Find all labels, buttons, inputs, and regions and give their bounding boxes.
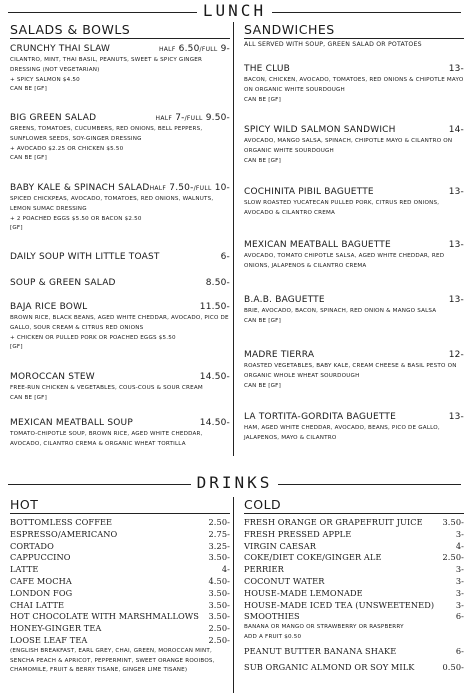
drink-row: HOUSE-MADE ICED TEA (UNSWEETENED) 3-: [244, 599, 464, 610]
menu-item-soup-green-salad: [10, 278, 230, 289]
column-divider: [233, 22, 234, 456]
item-description: SPICED CHICKPEAS, AVOCADO, TOMATOES, RED ONIONS, WALNUTS, LEMON SUMAC DRESSING: [10, 196, 214, 212]
item-diet-tag: [GF]: [10, 344, 23, 351]
item-description: BROWN RICE, BLACK BEANS, AGED WHITE CHEDDAR, AVOCADO, PICO DE GALLO, SOUR CREAM & CITRUS RED ONIONS: [10, 315, 229, 331]
item-description: FREE-RUN CHICKEN & VEGETABLES, COUS-COUS & SOUR CREAM: [10, 385, 203, 391]
drink-row: HONEY-GINGER TEA 2.50-: [10, 623, 230, 634]
menu-item-la-tortita-gordita: [244, 412, 464, 444]
menu-item-mexican-meatball-soup: [10, 418, 230, 450]
item-name: CRUNCHY THAI SLAW: [10, 44, 111, 54]
drink-row: COCONUT WATER 3-: [244, 575, 464, 586]
cold-drinks-section: [244, 497, 464, 673]
menu-item-madre-tierra: [244, 350, 464, 391]
menu-item-crunchy-thai-slaw: [10, 44, 230, 95]
item-name: MADRE TIERRA: [244, 350, 315, 360]
cold-heading: COLD: [244, 497, 464, 514]
menu-item-spicy-wild-salmon: [244, 125, 464, 166]
item-addon: + CHICKEN OR PULLED PORK OR POACHED EGGS $5.50: [10, 334, 176, 341]
drink-row: CAPPUCCINO 3.50-: [10, 552, 230, 563]
item-name: SOUP & GREEN SALAD: [10, 278, 116, 288]
sandwiches-heading: SANDWICHES: [244, 22, 464, 39]
sandwiches-note: ALL SERVED WITH SOUP, GREEN SALAD OR POTATOES: [244, 41, 422, 48]
drink-row: COKE/DIET COKE/GINGER ALE 2.50-: [244, 552, 464, 563]
drink-row: LATTE 4-: [10, 564, 230, 575]
menu-item-daily-soup: [10, 252, 230, 263]
drink-row: BOTTOMLESS COFFEE 2.50-: [10, 517, 230, 527]
drink-row: SUB ORGANIC ALMOND OR SOY MILK 0.50-: [244, 661, 464, 672]
item-name: MEXICAN MEATBALL BAGUETTE: [244, 240, 391, 250]
item-addon: + 2 POACHED EGGS $5.50 OR BACON $2.50: [10, 215, 142, 222]
item-diet-tag: CAN BE [GF]: [244, 157, 281, 164]
drink-row: HOUSE-MADE LEMONADE 3-: [244, 587, 464, 598]
menu-item-moroccan-stew: [10, 372, 230, 404]
item-price: 12-: [448, 350, 464, 360]
item-description: AVOCADO, TOMATO CHIPOTLE SALSA, AGED WHITE CHEDDAR, RED ONIONS, JALAPENOS & CILANTRO CREMA: [244, 253, 445, 269]
menu-item-the-club: [244, 64, 464, 105]
item-name: THE CLUB: [244, 64, 291, 74]
item-diet-tag: CAN BE [GF]: [10, 155, 47, 162]
item-price: 6-: [220, 252, 230, 262]
item-price: 14.50-: [199, 372, 230, 382]
item-name: BAJA RICE BOWL: [10, 302, 88, 312]
item-price: HALF 6.50/FULL 9-: [158, 44, 230, 54]
smoothie-addon-note: ADD A FRUIT $0.50: [244, 633, 302, 640]
item-name: B.A.B. BAGUETTE: [244, 295, 325, 305]
item-price: 13-: [448, 240, 464, 250]
item-description: SLOW ROASTED YUCATECAN PULLED PORK, CITRUS RED ONIONS, AVOCADO & CILANTRO CREMA: [244, 200, 440, 216]
item-name: SPICY WILD SALMON SANDWICH: [244, 125, 396, 135]
item-description: AVOCADO, MANGO SALSA, SPINACH, CHIPOTLE MAYO & CILANTRO ON ORGANIC WHITE SOURDOUGH: [244, 138, 453, 154]
drink-row: CHAI LATTE 3.50-: [10, 599, 230, 610]
drinks-banner: [0, 474, 469, 492]
item-diet-tag: CAN BE [GF]: [244, 96, 281, 103]
drink-row: FRESH PRESSED APPLE 3-: [244, 528, 464, 539]
item-diet-tag: CAN BE [GF]: [244, 382, 281, 389]
salads-section: [10, 22, 230, 39]
item-name: MEXICAN MEATBALL SOUP: [10, 418, 133, 428]
item-addon: + AVOCADO $2.25 OR CHICKEN $5.50: [10, 145, 124, 152]
menu-item-big-green-salad: [10, 113, 230, 164]
lunch-title: LUNCH: [197, 1, 272, 20]
item-price: 13-: [448, 187, 464, 197]
lunch-banner: [0, 2, 469, 20]
drink-row: HOT CHOCOLATE WITH MARSHMALLOWS 3.50-: [10, 611, 230, 622]
drink-row: CAFE MOCHA 4.50-: [10, 575, 230, 586]
menu-item-baby-kale-spinach-salad: [10, 183, 230, 234]
tea-varieties-note: (ENGLISH BREAKFAST, EARL GREY, CHAI, GREEN, MOROCCAN MINT, SENCHA PEACH & APRICOT, PEPPERMINT, SWEET ORANGE ROOIBOS, CHAMOMILE, FRUIT & BERRY TISANE, GINGER LIME TISANE): [10, 647, 215, 674]
drinks-title: DRINKS: [191, 473, 279, 492]
salads-heading: SALADS & BOWLS: [10, 22, 230, 39]
item-diet-tag: CAN BE [GF]: [244, 317, 281, 324]
item-name: BABY KALE & SPINACH SALAD: [10, 183, 150, 193]
drinks-column-divider: [233, 497, 234, 693]
item-price: 13-: [448, 295, 464, 305]
menu-item-cochinita-pibil: [244, 187, 464, 219]
item-description: CILANTRO, MINT, THAI BASIL, PEANUTS, SWEET & SPICY GINGER DRESSING (NOT VEGETARIAN): [10, 57, 203, 73]
item-name: COCHINITA PIBIL BAGUETTE: [244, 187, 374, 197]
item-name: DAILY SOUP WITH LITTLE TOAST: [10, 252, 160, 262]
hot-heading: HOT: [10, 497, 230, 514]
menu-item-mexican-meatball-baguette: [244, 240, 464, 272]
menu-item-baja-rice-bowl: [10, 302, 230, 353]
item-description: BRIE, AVOCADO, BACON, SPINACH, RED ONION & MANGO SALSA: [244, 308, 437, 314]
item-price: 8.50-: [205, 278, 230, 288]
item-addon: + SPICY SALMON $4.50: [10, 76, 80, 83]
smoothie-flavors-note: BANANA OR MANGO OR STRAWBERRY OR RASPBERRY: [244, 624, 404, 631]
item-name: LA TORTITA-GORDITA BAGUETTE: [244, 412, 396, 422]
item-price: 14.50-: [199, 418, 230, 428]
drink-row: LOOSE LEAF TEA 2.50-: [10, 634, 230, 645]
hot-drinks-section: [10, 497, 230, 676]
sandwiches-section: [244, 22, 464, 48]
item-price: 13-: [448, 64, 464, 74]
drink-row: VIRGIN CAESAR 4-: [244, 540, 464, 551]
item-diet-tag: CAN BE [GF]: [10, 86, 47, 93]
menu-item-bab-baguette: [244, 295, 464, 327]
item-description: GREENS, TOMATOES, CUCUMBERS, RED ONIONS, BELL PEPPERS, SUNFLOWER SEEDS, SOY-GINGER DRESSING: [10, 126, 203, 142]
item-description: ROASTED VEGETABLES, BABY KALE, CREAM CHEESE & BASIL PESTO ON ORGANIC WHOLE WHEAT SOURDOUGH: [244, 363, 457, 379]
item-price: HALF 7-/FULL 9.50-: [155, 113, 230, 123]
item-price: 14-: [448, 125, 464, 135]
item-description: BACON, CHICKEN, AVOCADO, TOMATOES, RED ONIONS & CHIPOTLE MAYO ON ORGANIC WHITE SOURDOUGH: [244, 77, 464, 93]
item-price: 13-: [448, 412, 464, 422]
item-name: BIG GREEN SALAD: [10, 113, 97, 123]
item-price: 11.50-: [199, 302, 230, 312]
drink-row: ESPRESSO/AMERICANO 2.75-: [10, 528, 230, 539]
drink-row: SMOOTHIES 6-: [244, 611, 464, 622]
drink-row: LONDON FOG 3.50-: [10, 587, 230, 598]
drink-row: CORTADO 3.25-: [10, 540, 230, 551]
item-description: HAM, AGED WHITE CHEDDAR, AVOCADO, BEANS, PICO DE GALLO, JALAPENOS, MAYO & CILANTRO: [244, 425, 440, 441]
item-diet-tag: [GF]: [10, 225, 23, 232]
drink-row: PEANUT BUTTER BANANA SHAKE 6-: [244, 645, 464, 656]
item-price: HALF 7.50-/FULL 10-: [149, 183, 230, 193]
drink-row: PERRIER 3-: [244, 564, 464, 575]
item-diet-tag: CAN BE [GF]: [10, 394, 47, 401]
item-description: TOMATO-CHIPOTLE SOUP, BROWN RICE, AGED WHITE CHEDDAR, AVOCADO, CILANTRO CREMA & ORGANIC WHEAT TORTILLA: [10, 431, 203, 447]
drink-row: FRESH ORANGE OR GRAPEFRUIT JUICE 3.50-: [244, 517, 464, 527]
item-name: MOROCCAN STEW: [10, 372, 95, 382]
